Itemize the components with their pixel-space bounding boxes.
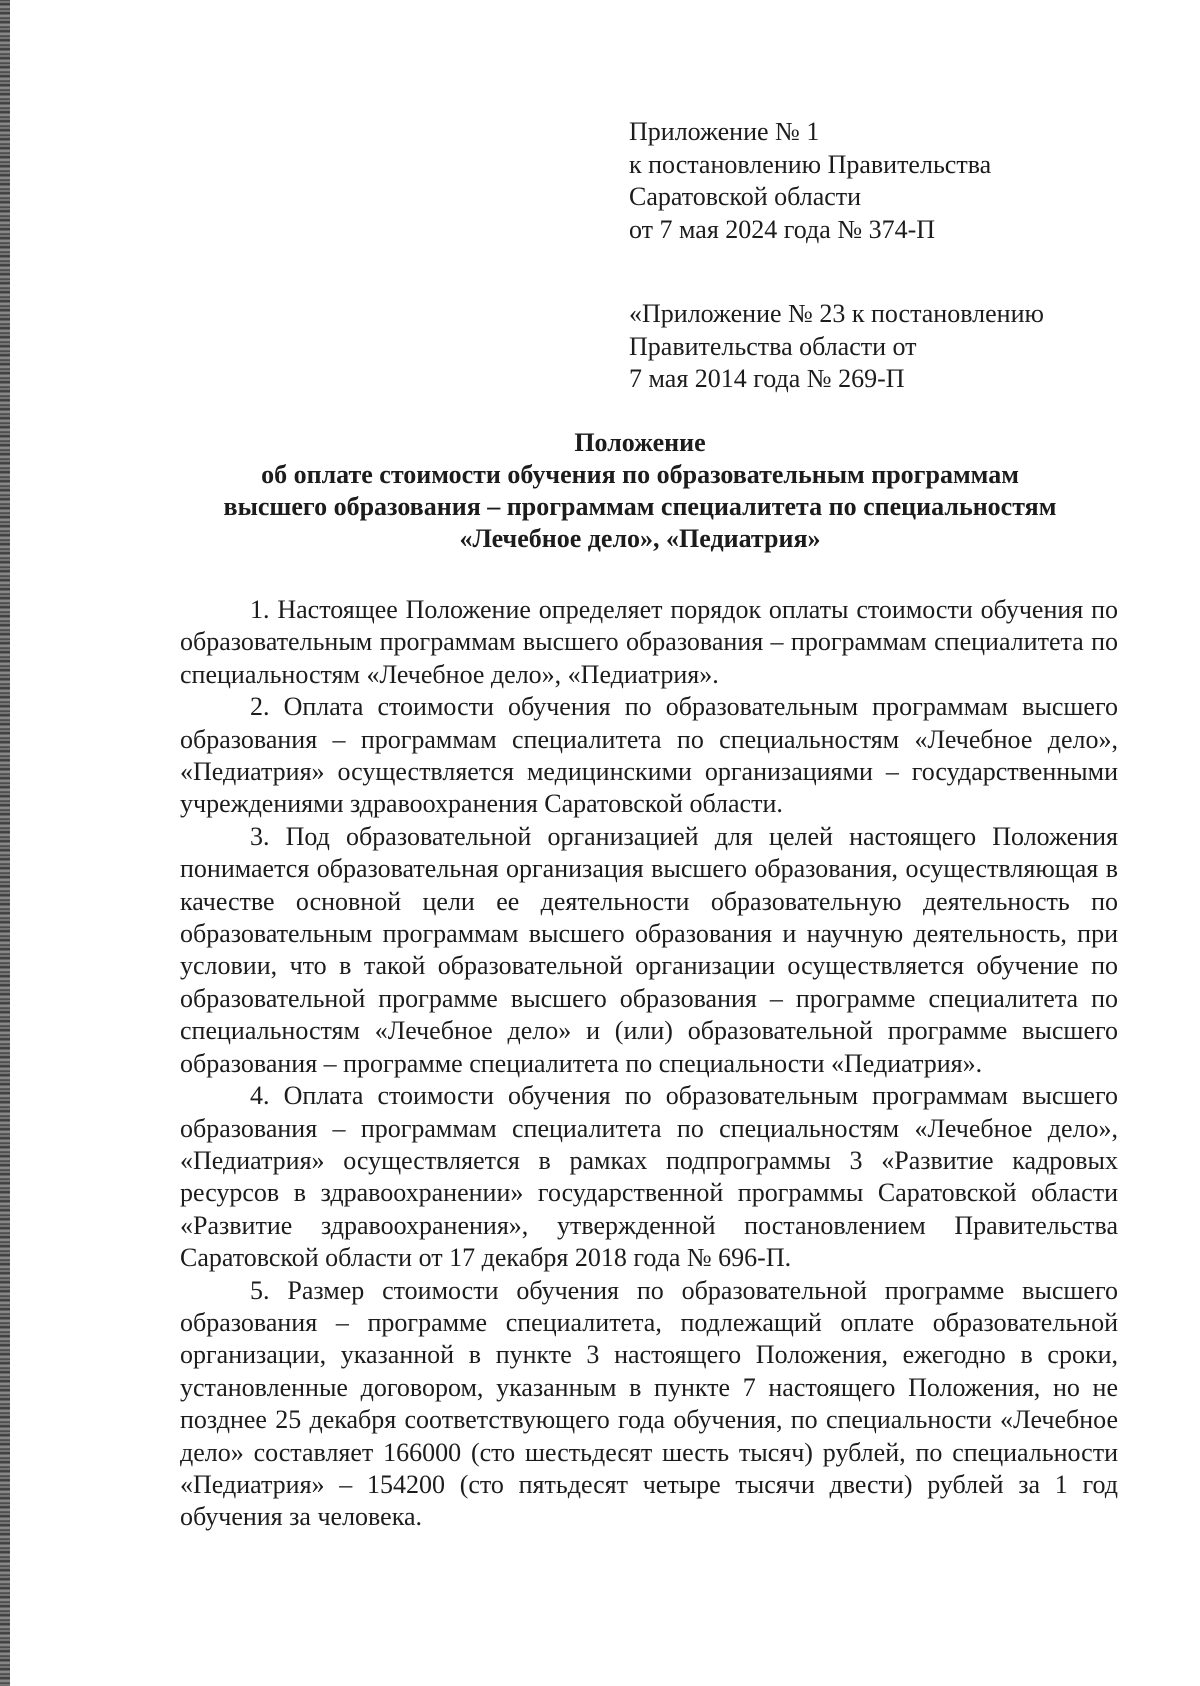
appendix-1-line: к постановлению Правительства	[629, 149, 992, 179]
appendix-23-line: 7 мая 2014 года № 269-П	[629, 364, 905, 393]
document-title	[160, 427, 1120, 555]
appendix-23-line: Правительства области от	[629, 331, 917, 361]
title-line: Положение	[574, 428, 706, 457]
document-body	[180, 594, 1118, 1534]
scan-edge	[0, 0, 10, 1686]
appendix-23-reference	[629, 298, 1149, 396]
appendix-1-line: Саратовской области	[629, 182, 862, 211]
paragraph-3: 3. Под образовательной организацией для целей настоящего Положения понимается образовательная организация высшего образования, осуществляющая в качестве основной цели ее деятельности образовательную деятельность по образовательным программам высшего образования и научную деятельность, при условии, что в такой образовательной организации осуществляется обучение по образовательной программе высшего образования – программе специалитета по специальностям «Лечебное дело» и (или) образовательной программе высшего образования – программе специалитета по специальности «Педиатрия».	[180, 821, 1118, 1078]
paragraph-2: 2. Оплата стоимости обучения по образовательным программам высшего образования – программам специалитета по специальностям «Лечебное дело», «Педиатрия» осуществляется медицинскими организациями – государственными учреждениями здравоохранения Саратовской области.	[180, 692, 1118, 819]
paragraph-1: 1. Настоящее Положение определяет порядок оплаты стоимости обучения по образовательным программам высшего образования – программам специалитета по специальностям «Лечебное дело», «Педиатрия».	[180, 595, 1118, 689]
title-line: об оплате стоимости обучения по образовательным программам	[261, 460, 1019, 489]
appendix-23-line: «Приложение № 23 к постановлению	[629, 299, 1044, 328]
title-line: «Лечебное дело», «Педиатрия»	[459, 524, 821, 553]
title-line: высшего образования – программам специалитета по специальностям	[223, 492, 1057, 521]
appendix-1-line: Приложение № 1	[629, 117, 820, 146]
paragraph-4: 4. Оплата стоимости обучения по образовательным программам высшего образования – программам специалитета по специальностям «Лечебное дело», «Педиатрия» осуществляется в рамках подпрограммы 3 «Развитие кадровых ресурсов в здравоохранении» государственной программы Саратовской области «Развитие здравоохранения», утвержденной постановлением Правительства Саратовской области от 17 декабря 2018 года № 696-П.	[180, 1081, 1118, 1273]
appendix-1-reference	[629, 116, 1149, 246]
appendix-1-line: от 7 мая 2024 года № 374-П	[629, 214, 936, 244]
paragraph-5: 5. Размер стоимости обучения по образовательной программе высшего образования – программе специалитета, подлежащий оплате образовательной организации, указанной в пункте 3 настоящего Положения, ежегодно в сроки, установленные договором, указанным в пункте 7 настоящего Положения, но не позднее 25 декабря соответствующего года обучения, по специальности «Лечебное дело» составляет 166000 (сто шестьдесят шесть тысяч) рублей, по специальности «Педиатрия» – 154200 (сто пятьдесят четыре тысячи двести) рублей за 1 год обучения за человека.	[180, 1275, 1118, 1532]
